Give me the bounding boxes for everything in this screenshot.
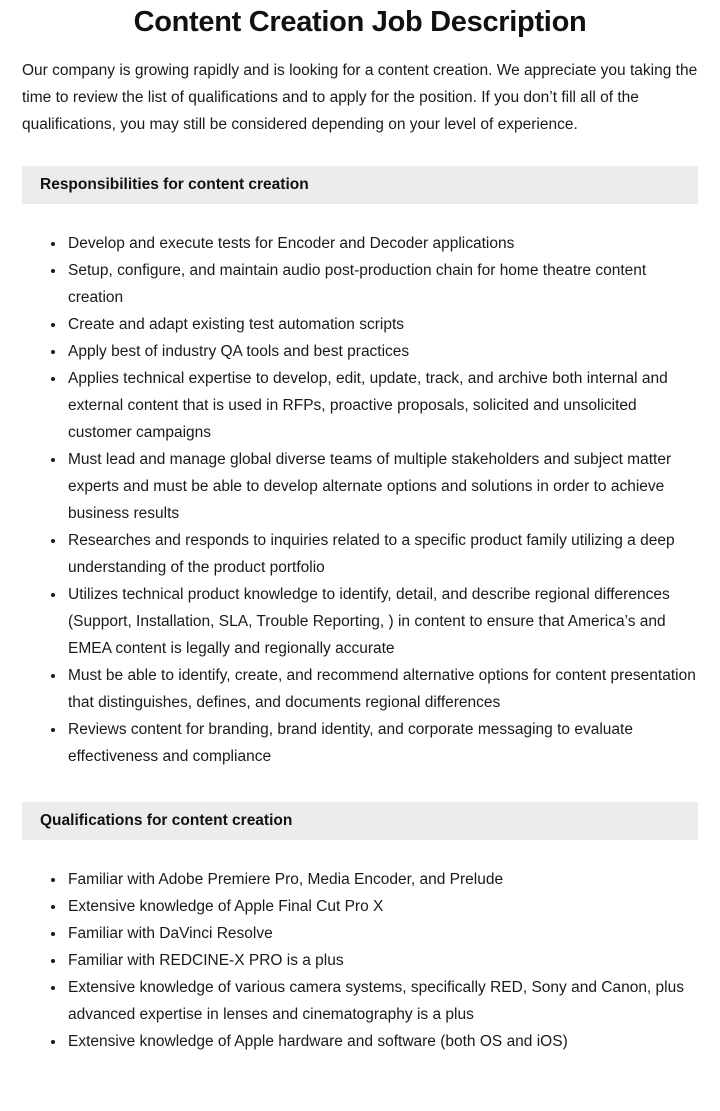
list-item: • Create and adapt existing test automation scripts xyxy=(66,311,698,338)
list-item: • Extensive knowledge of various camera systems, specifically RED, Sony and Canon, plus advanced expertise in lenses and cinematography is a plus xyxy=(66,974,698,1028)
list-item: • Familiar with Adobe Premiere Pro, Media Encoder, and Prelude xyxy=(66,866,698,893)
list-item: • Familiar with REDCINE-X PRO is a plus xyxy=(66,947,698,974)
intro-paragraph: Our company is growing rapidly and is looking for a content creation. We appreciate you taking the time to review the list of qualifications and to apply for the position. If you don’t fill all of the qualifications, you may still be considered depending on your level of experience. xyxy=(22,62,698,133)
list-item: • Familiar with DaVinci Resolve xyxy=(66,920,698,947)
qualifications-list xyxy=(22,850,698,1055)
list-item: • Utilizes technical product knowledge to identify, detail, and describe regional differences (Support, Installation, SLA, Trouble Reporting, ) in content to ensure that America’s and EMEA content is legally and regionally accurate xyxy=(66,581,698,662)
list-item: • Applies technical expertise to develop, edit, update, track, and archive both internal and external content that is used in RFPs, proactive proposals, solicited and unsolicited customer campaigns xyxy=(66,365,698,446)
list-item: • Extensive knowledge of Apple hardware and software (both OS and iOS) xyxy=(66,1028,698,1055)
responsibilities-section-heading: Responsibilities for content creation xyxy=(22,166,698,204)
list-item: • Setup, configure, and maintain audio post-production chain for home theatre content creation xyxy=(66,257,698,311)
page-title: Content Creation Job Description xyxy=(133,6,587,38)
list-item: • Must be able to identify, create, and recommend alternative options for content presentation that distinguishes, defines, and documents regional differences xyxy=(66,662,698,716)
list-item: • Apply best of industry QA tools and best practices xyxy=(66,338,698,365)
list-item: • Reviews content for branding, brand identity, and corporate messaging to evaluate effectiveness and compliance xyxy=(66,716,698,770)
list-item: • Must lead and manage global diverse teams of multiple stakeholders and subject matter experts and must be able to develop alternate options and solutions in order to achieve business results xyxy=(66,446,698,527)
responsibilities-list xyxy=(22,214,698,770)
list-item: • Researches and responds to inquiries related to a specific product family utilizing a deep understanding of the product portfolio xyxy=(66,527,698,581)
list-item: • Develop and execute tests for Encoder and Decoder applications xyxy=(66,230,698,257)
list-item: • Extensive knowledge of Apple Final Cut Pro X xyxy=(66,893,698,920)
qualifications-section-heading: Qualifications for content creation xyxy=(22,802,698,840)
